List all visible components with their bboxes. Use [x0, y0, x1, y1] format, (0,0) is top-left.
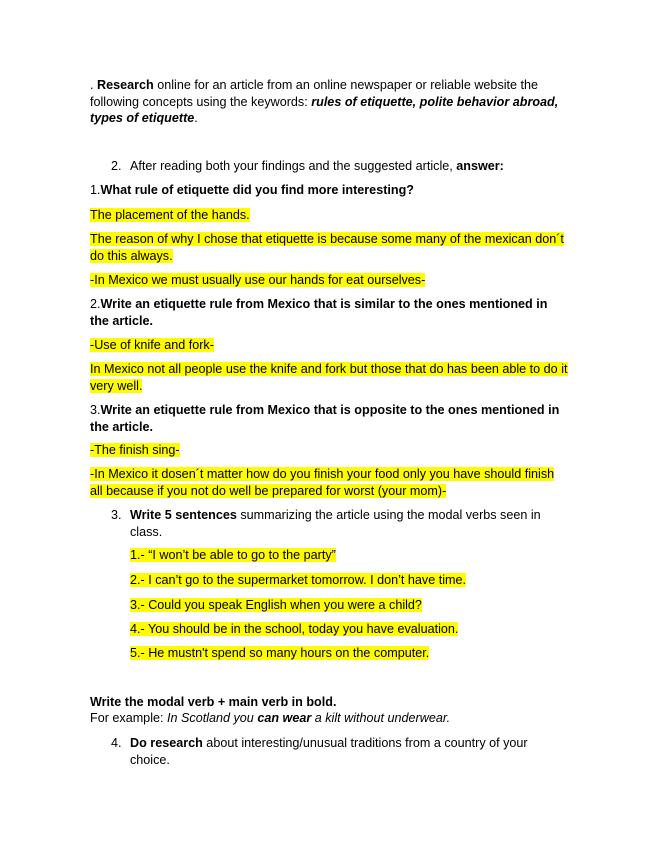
item4-instruction — [130, 735, 568, 768]
modal-example — [90, 710, 568, 727]
item3-number: 3. — [111, 508, 122, 522]
intro-research-bold: Research — [97, 78, 154, 92]
item2-instruction — [130, 158, 568, 175]
item3-text: summarizing the article using the modal verbs seen in class. — [130, 508, 541, 539]
q2-question — [90, 296, 568, 329]
modal-heading-text: Write the modal verb + main verb in bold. — [90, 695, 337, 709]
modal-example-bold: can wear — [257, 711, 312, 725]
intro-paragraph — [90, 77, 568, 127]
q2-answer-1-text: -Use of knife and fork- — [90, 338, 214, 352]
q3-number: 3. — [90, 403, 101, 417]
q3-question-text: Write an etiquette rule from Mexico that is opposite to the ones mentioned in the article. — [90, 403, 560, 434]
sentence-5-text: 5.- He mustn't spend so many hours on the computer. — [130, 646, 430, 660]
q1-answer-2 — [90, 231, 568, 264]
q3-question — [90, 402, 568, 435]
item4-number: 4. — [111, 736, 122, 750]
item2-number: 2. — [111, 159, 122, 173]
q1-question-text: What rule of etiquette did you find more interesting? — [100, 183, 414, 197]
modal-example-post: a kilt without underwear. — [311, 711, 451, 725]
intro-end: . — [194, 111, 198, 125]
q1-answer-3-text: -In Mexico we must usually use our hands for eat ourselves- — [90, 273, 426, 287]
item4-text: about interesting/unusual traditions from a country of your choice. — [130, 736, 528, 767]
sentence-4-text: 4.- You should be in the school, today you have evaluation. — [130, 622, 459, 636]
item4-bold: Do research — [130, 736, 203, 750]
q3-answer-1 — [90, 442, 568, 459]
modal-example-lead: For example: — [90, 711, 167, 725]
sentence-2 — [130, 572, 568, 589]
sentence-5 — [130, 645, 568, 662]
q2-answer-2-text: In Mexico not all people use the knife and fork but those that do has been able to do it very well. — [90, 362, 568, 393]
q1-answer-3 — [90, 272, 568, 289]
item3-instruction — [130, 507, 568, 540]
item2-text: After reading both your findings and the suggested article, — [130, 159, 457, 173]
sentence-3-text: 3.- Could you speak English when you were a child? — [130, 598, 422, 612]
sentence-1 — [130, 547, 568, 564]
q1-number: 1. — [90, 183, 101, 197]
item2-answer-bold: answer: — [456, 159, 504, 173]
q2-question-text: Write an etiquette rule from Mexico that is similar to the ones mentioned in the article. — [90, 297, 548, 328]
q1-answer-2-text: The reason of why I chose that etiquette is because some many of the mexican don´t do this always. — [90, 232, 564, 263]
modal-example-pre: In Scotland you — [167, 711, 258, 725]
modal-heading — [90, 694, 568, 711]
q2-number: 2. — [90, 297, 101, 311]
q1-answer-1-text: The placement of the hands. — [90, 208, 250, 222]
q2-answer-1 — [90, 337, 568, 354]
q3-answer-2-text: -In Mexico it dosen´t matter how do you finish your food only you have should finish all because if you not do well be prepared for worst (your mom)- — [90, 467, 555, 498]
q2-answer-2 — [90, 361, 568, 394]
sentence-1-text: 1.- “I won’t be able to go to the party” — [130, 548, 336, 562]
item3-bold: Write 5 sentences — [130, 508, 237, 522]
sentence-2-text: 2.- I can’t go to the supermarket tomorrow. I don’t have time. — [130, 573, 466, 587]
q3-answer-1-text: -The finish sing- — [90, 443, 180, 457]
intro-text: online for an article from an online newspaper or reliable website the following concepts using the keywords: — [90, 78, 539, 109]
q1-answer-1 — [90, 207, 568, 224]
sentence-4 — [130, 621, 568, 638]
q3-answer-2 — [90, 466, 568, 499]
intro-lead: . — [90, 78, 97, 92]
sentence-3 — [130, 597, 568, 614]
q1-question — [90, 182, 568, 199]
intro-keywords: rules of etiquette, polite behavior abroad, types of etiquette — [90, 94, 559, 125]
